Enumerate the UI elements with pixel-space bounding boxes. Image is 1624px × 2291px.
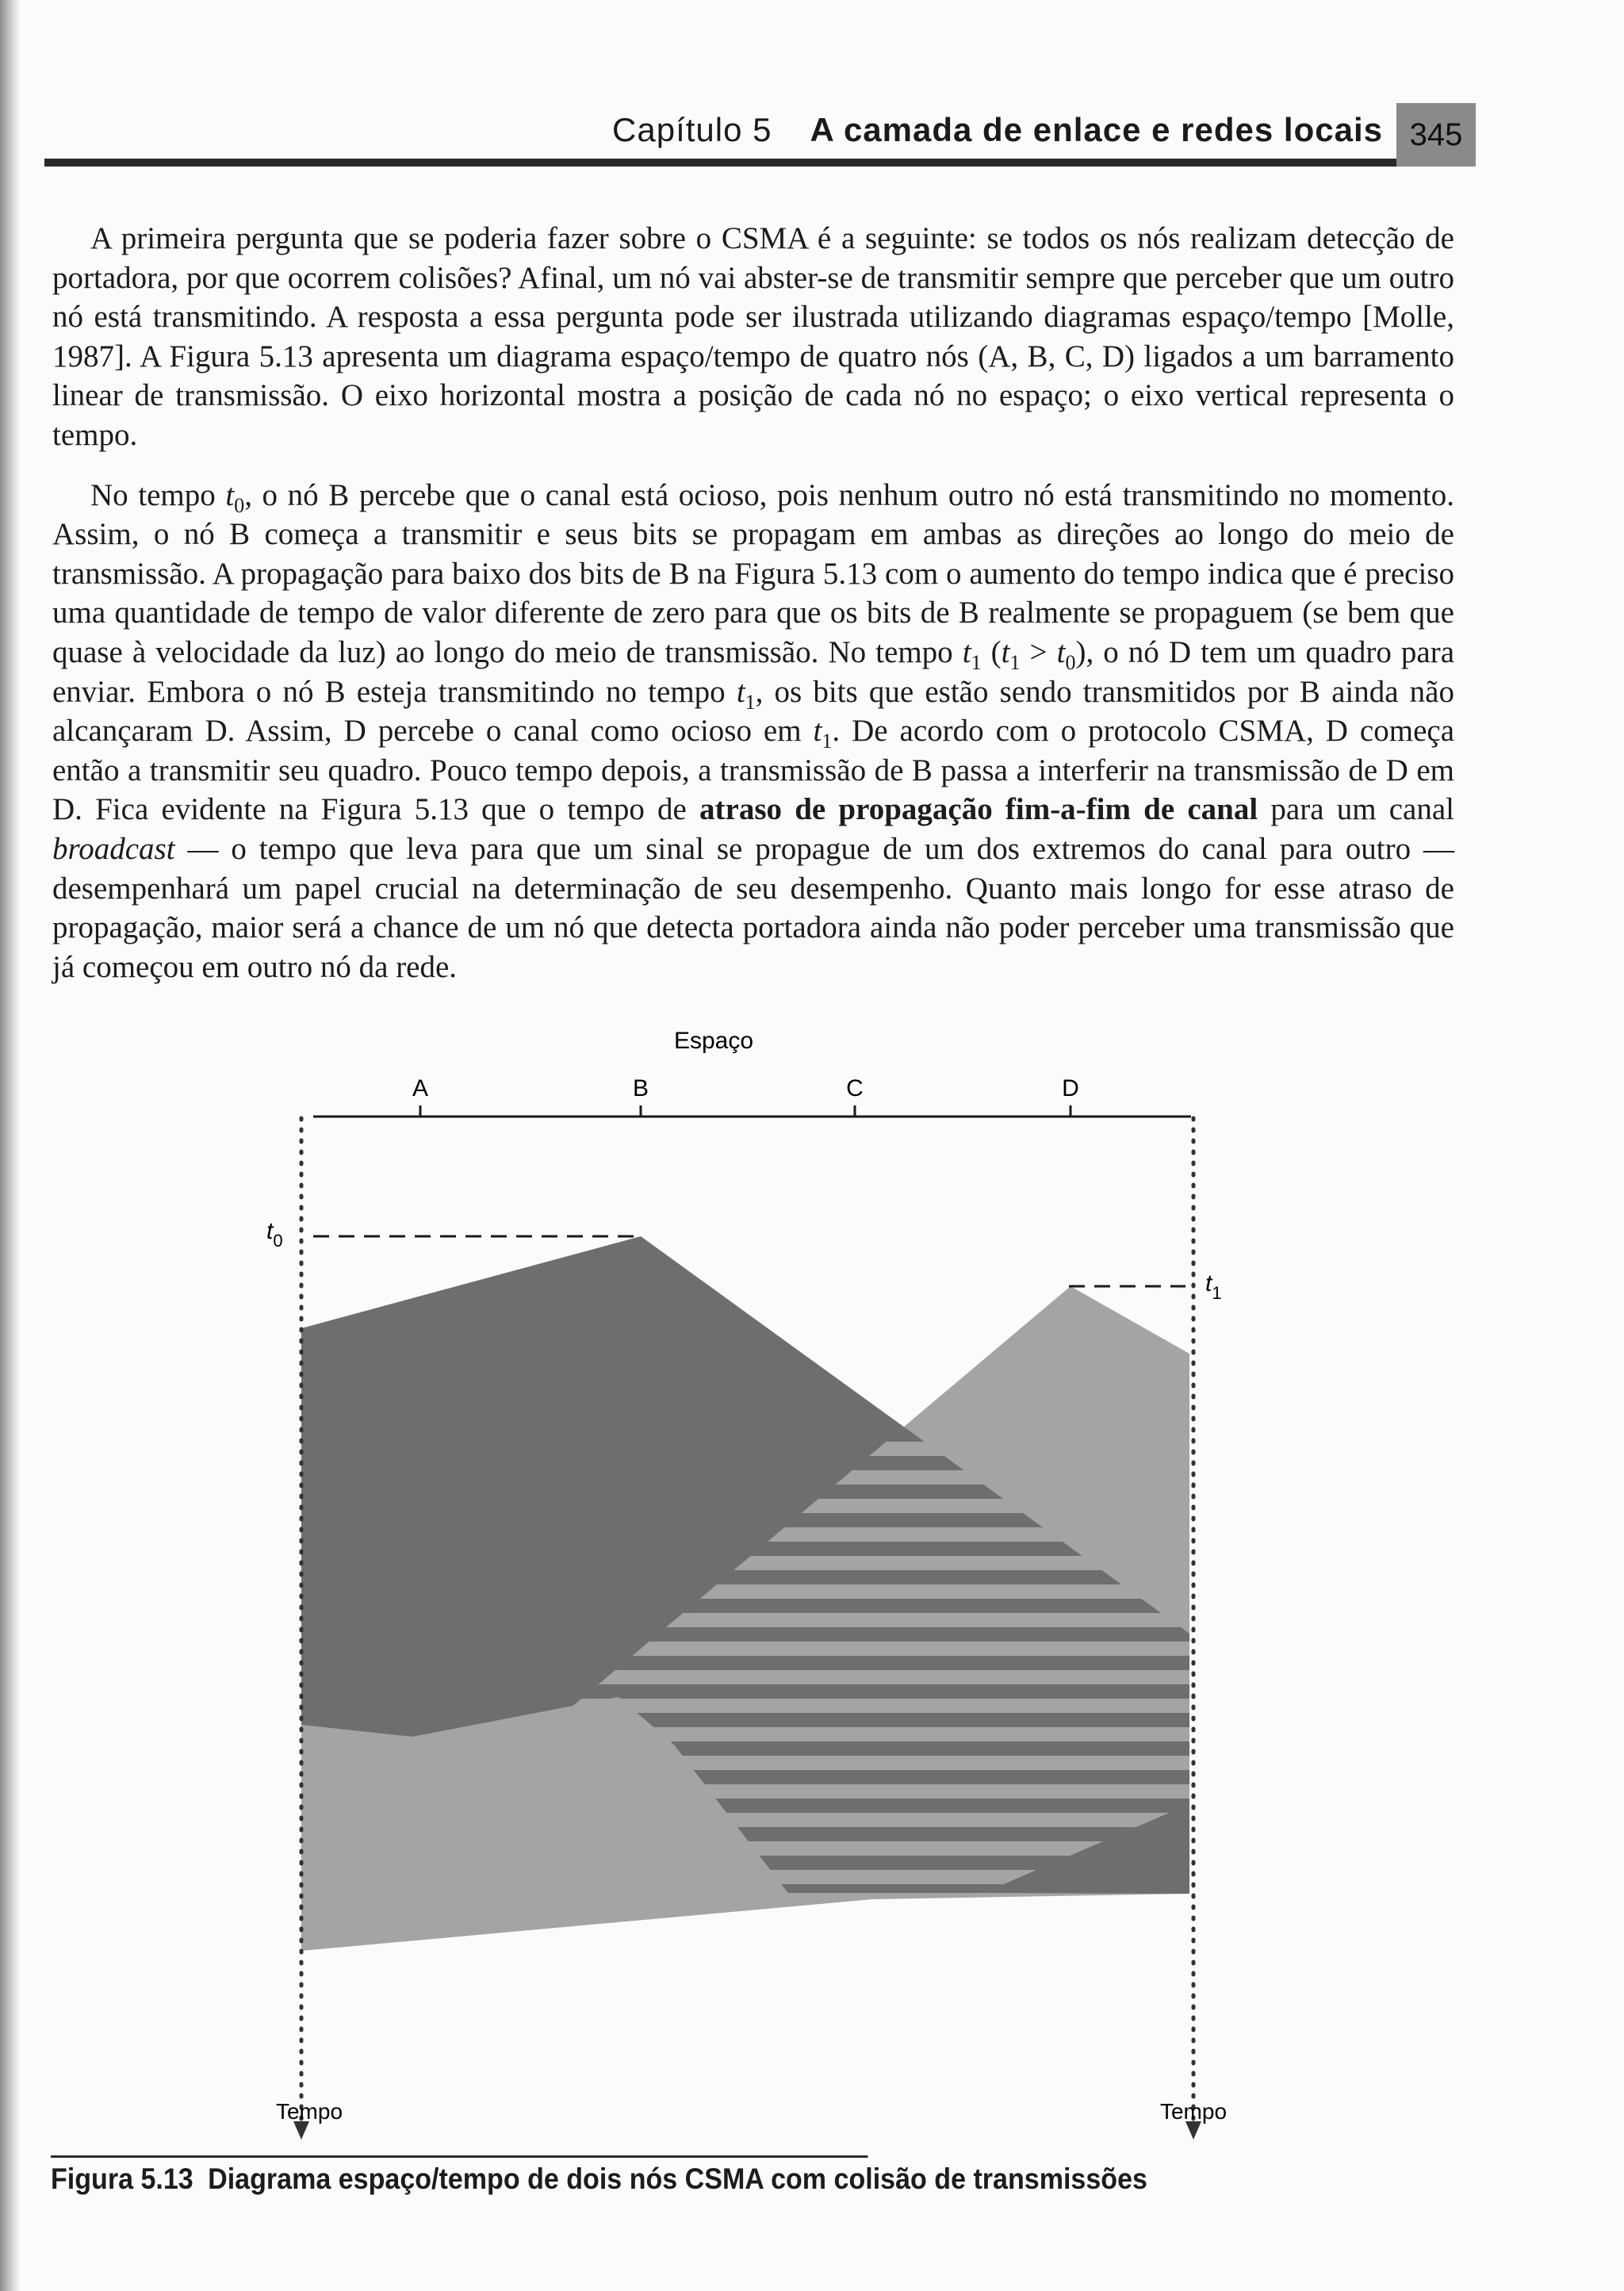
text-run: t	[1001, 634, 1010, 669]
text-run: 0	[234, 493, 245, 517]
text-run: t	[813, 714, 822, 749]
text-run: 0	[1065, 650, 1076, 674]
header-text	[612, 111, 1383, 149]
t0-label-sub: 0	[273, 1231, 283, 1251]
text-run: para um canal	[1258, 792, 1454, 827]
space-time-diagram	[0, 999, 1624, 2141]
text-run: t	[962, 634, 971, 669]
t0-label-t: t	[266, 1218, 274, 1244]
chapter-title: A camada de enlace e redes locais	[810, 111, 1383, 148]
t0-label	[266, 1218, 283, 1251]
page-number: 345	[1396, 103, 1476, 167]
text-run: 1	[745, 690, 756, 714]
text-run: , os bits que estão sendo transmitidos por B ainda não alcançaram D. Assim, D percebe o canal como ocioso em	[52, 674, 1454, 749]
node-a-label: A	[412, 1075, 429, 1101]
body-text	[52, 219, 1454, 987]
chapter-label: Capítulo 5	[612, 111, 772, 148]
text-run: ), o nó D tem um quadro para enviar. Embora o nó B esteja transmitindo no tempo	[52, 634, 1454, 709]
right-time-arrow	[1185, 2121, 1201, 2140]
t1-label	[1205, 1270, 1222, 1303]
text-run: 1	[971, 650, 982, 674]
text-run: , o nó B percebe que o canal está ocioso, pois nenhum outro nó está transmitindo no momento. Assim, o nó B começa a transmitir e seus bits se propagam em ambas as direções ao longo do meio de transmissão. A propagação para baixo dos bits de B na Figura 5.13 com o aumento do tempo indica que é preciso uma quantidade de tempo de valor diferente de zero para que os bits de B realmente se propaguem (se bem que quase à velocidade da luz) ao longo do meio de transmissão. No tempo	[52, 477, 1454, 669]
node-d-label: D	[1062, 1075, 1079, 1101]
text-run: t	[736, 674, 745, 709]
paragraph	[52, 219, 1454, 455]
space-axis-label: Espaço	[673, 1028, 754, 1054]
text-run: (	[981, 634, 1002, 669]
t1-label-sub: 1	[1212, 1283, 1222, 1303]
running-header	[44, 103, 1583, 167]
text-run: 1	[1009, 650, 1021, 674]
figure-number: Figura 5.13	[51, 2163, 193, 2195]
figure-5-13	[0, 999, 1624, 2141]
figure-caption-text: Diagrama espaço/tempo de dois nós CSMA com colisão de transmissões	[208, 2163, 1147, 2195]
text-run: t	[1056, 634, 1066, 669]
node-b-label: B	[632, 1075, 649, 1101]
left-time-arrow	[293, 2121, 309, 2140]
text-run: A primeira pergunta que se poderia fazer sobre o CSMA é a seguinte: se todos os nós realizam detecção de portadora, por que ocorrem colisões? Afinal, um nó vai abster-se de transmitir sempre que perceber que um outro nó está transmitindo. A resposta a essa pergunta pode ser ilustrada utilizando diagramas espaço/tempo [Molle, 1987]. A Figura 5.13 apresenta um diagrama espaço/tempo de quatro nós (A, B, C, D) ligados a um barramento linear de transmissão. O eixo horizontal mostra a posição de cada nó no espaço; o eixo vertical representa o tempo.	[52, 221, 1454, 452]
text-run: . De acordo com o protocolo CSMA, D começa então a transmitir seu quadro. Pouco tempo depois, a transmissão de B passa a interferir na transmissão de D em D. Fica evidente na Figura 5.13 que o tempo de	[52, 714, 1455, 827]
right-time-label: Tempo	[1159, 2099, 1228, 2124]
figure-caption	[51, 2155, 1147, 2196]
paragraph	[52, 476, 1454, 987]
text-run: broadcast	[52, 831, 175, 866]
text-run: atraso de propagação fim-a-fim de canal	[699, 792, 1258, 827]
header-rule	[44, 159, 1396, 167]
text-run: 1	[822, 729, 833, 753]
t1-label-t: t	[1205, 1270, 1212, 1297]
text-run: >	[1020, 634, 1057, 669]
text-run: — o tempo que leva para que um sinal se propague de um dos extremos do canal para outro — desempenhará um papel crucial na determinação de seu desempenho. Quanto mais longo for esse atraso de propagação, maior será a chance de um nó que detecta portadora ainda não poder perceber uma transmissão que já começou em outro nó da rede.	[52, 831, 1454, 984]
text-run: No tempo	[90, 477, 226, 512]
text-run: t	[225, 477, 235, 512]
node-c-label: C	[846, 1075, 864, 1101]
left-time-label: Tempo	[275, 2099, 343, 2124]
